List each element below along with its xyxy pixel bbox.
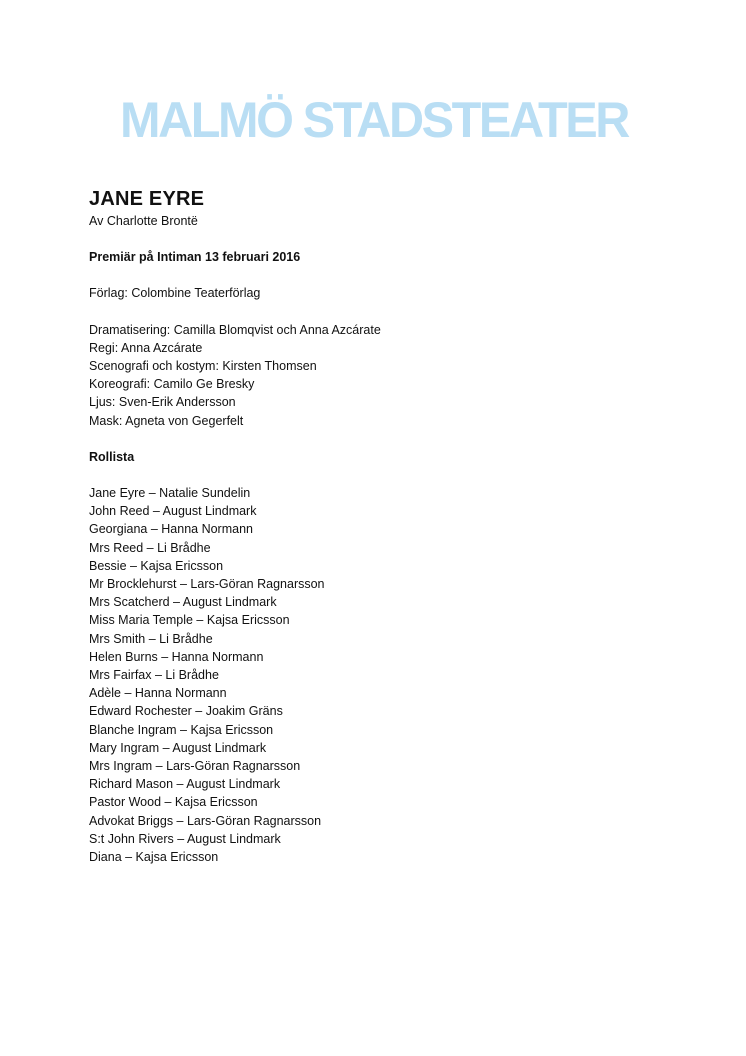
credit-line: Mask: Agneta von Gegerfelt (89, 413, 244, 428)
cast-line: Mary Ingram – August Lindmark (89, 740, 267, 755)
cast-line: Pastor Wood – Kajsa Ericsson (89, 795, 258, 810)
cast-line: Bessie – Kajsa Ericsson (89, 558, 224, 573)
credit-line: Koreografi: Camilo Ge Bresky (89, 377, 255, 392)
cast-heading: Rollista (89, 449, 135, 464)
credit-line: Dramatisering: Camilla Blomqvist och Anna Azcárate (89, 322, 381, 337)
cast-line: John Reed – August Lindmark (89, 504, 257, 519)
cast-line: Mrs Ingram – Lars-Göran Ragnarsson (89, 759, 301, 774)
cast-line: Mr Brocklehurst – Lars-Göran Ragnarsson (89, 577, 325, 592)
logo-graphic (118, 92, 630, 146)
cast-line: Mrs Smith – Li Brådhe (89, 631, 213, 646)
cast-line: Mrs Reed – Li Brådhe (89, 540, 211, 555)
credit-line: Ljus: Sven-Erik Andersson (89, 395, 236, 410)
theater-logo (118, 92, 630, 146)
cast-line: Mrs Scatcherd – August Lindmark (89, 595, 277, 610)
cast-line: Edward Rochester – Joakim Gräns (89, 704, 283, 719)
cast-line: Diana – Kajsa Ericsson (89, 850, 219, 865)
cast-line: Mrs Fairfax – Li Brådhe (89, 668, 219, 683)
cast-line: Adèle – Hanna Normann (89, 686, 227, 701)
logo-wordmark: MALMÖ STADSTEATER (120, 92, 630, 146)
cast-line: Advokat Briggs – Lars-Göran Ragnarsson (89, 813, 322, 828)
cast-line: Helen Burns – Hanna Normann (89, 649, 264, 664)
cast-line: Richard Mason – August Lindmark (89, 777, 281, 792)
play-title: JANE EYRE (89, 188, 205, 210)
cast-list (89, 484, 689, 866)
credit-line: Scenografi och kostym: Kirsten Thomsen (89, 359, 317, 374)
document-body (89, 186, 689, 866)
cast-line: Blanche Ingram – Kajsa Ericsson (89, 722, 274, 737)
premiere-info: Premiär på Intiman 13 februari 2016 (89, 250, 301, 265)
cast-line: S:t John Rivers – August Lindmark (89, 831, 281, 846)
cast-line: Georgiana – Hanna Normann (89, 522, 253, 537)
cast-line: Miss Maria Temple – Kajsa Ericsson (89, 613, 290, 628)
publisher-info: Förlag: Colombine Teaterförlag (89, 286, 261, 301)
credit-line: Regi: Anna Azcárate (89, 340, 203, 355)
play-author: Av Charlotte Brontë (89, 214, 198, 228)
cast-line: Jane Eyre – Natalie Sundelin (89, 486, 251, 501)
credits-list (89, 321, 689, 430)
